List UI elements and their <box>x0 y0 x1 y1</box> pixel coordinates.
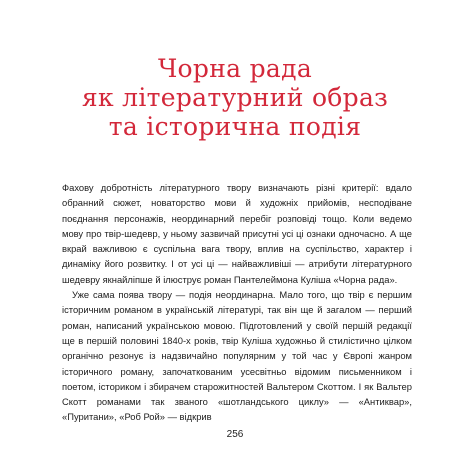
chapter-title-line-1: Чорна рада <box>157 54 313 83</box>
paragraph-1: Фахову добротність літературного твору визначають різні критерії: вдало обранний сюжет, новаторство мови й художніх прийомів, несподіване поєднання персонажів, неординарний перебіг розповіді тощо. Коли ведемо мову про твір-шедевр, у ньому зазвичай присутні усі ці ознаки одночасно. А ще вкрай важливою є суспільна вага твору, вплив на суспільство, характер і динаміку його розвитку. І от усі ці — найважливіші — атрибути літературного шедевру якнайліпше й ілюструє роман Пантелеймона Куліша «Чорна рада». <box>62 182 412 285</box>
page-number: 256 <box>226 429 244 440</box>
chapter-title-line-3: та історична подія <box>108 112 362 141</box>
paragraph-2: Уже сама поява твору — подія неординарна. Мало того, що твір є першим історичним романом в українській літературі, так він ще й загалом — перший роман, написаний українською мовою. Підготовлений у своїй першій редакції ще в першій половині 1840-х років, твір Куліша художньо й стилістично цілком органічно резонує із надзвичайно популярним у той час у Європі жанром історичного роману, започаткованим усесвітньо відомим письменником і поетом, істориком і збирачем старожитностей Вальтером Скоттом. І як Вальтер Скотт романами так званого «шотландського циклу» — «Антиквар», «Пуритани», «Роб Рой» — відкрив <box>62 289 412 423</box>
body-text <box>62 180 412 425</box>
chapter-title-line-2: як літературний образ <box>81 83 389 112</box>
